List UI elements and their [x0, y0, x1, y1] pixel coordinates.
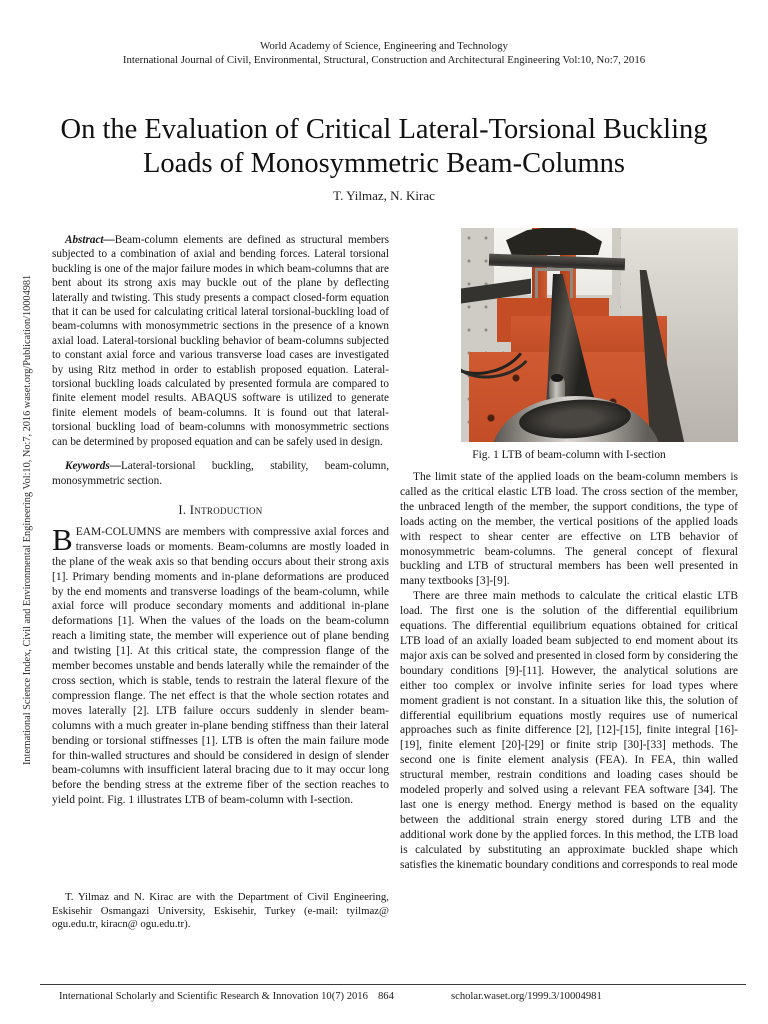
abstract-text: Beam-column elements are defined as structural members subjected to a combination of axial and bending forces. Lateral torsional buckling is one of the major failure modes in which beam-columns that are bent about its strong axis may buckle out of the plane by deflecting laterally and twisting. This study presents a compact closed-form equation that it can be used for calculating critical lateral torsional-buckling load of beam-columns with monosymmetric sections in the presence of a known axial load. Lateral-torsional buckling behavior of beam-columns subjected to constant axial force and various transverse load cases are investigated by using Ritz method in order to establish proposed equation. Lateral-torsional buckling loads calculated by presented formula are compared to finite element model results. ABAQUS software is utilized to generate finite element models of beam-columns. It is found out that lateral-torsional buckling load of beam-columns with monosymmetric sections can be determined by proposed equation and can be safely used in design. — [52, 234, 389, 448]
photo-small-cylinder-hole — [551, 374, 563, 382]
intro-lead: EAM-COLUMNS — [75, 525, 162, 538]
abstract-label: Abstract— — [65, 234, 115, 246]
sidebar-vertical-index-text: International Science Index, Civil and Environmental Engineering Vol:10, No:7, 2016 waset.org/Publication/10004981 — [22, 274, 33, 766]
section-heading-introduction: I. Introduction — [178, 502, 263, 517]
journal-header-line1: World Academy of Science, Engineering and Technology — [260, 40, 508, 52]
body-paragraph-three-methods: There are three main methods to calculate the critical elastic LTB load. The first one is the solution of the differential equilibrium equations. The differential equilibrium equations obtained for critical LTB load of an axially loaded beam subjected to end moment about its major axis can be solved and presented in closed form by considering the boundary conditions [9]-[11]. However, the analytical solutions are either too complex or involve infinite series for load types where moment gradient is not constant. In a situation like this, the solution of differential equilibrium equations mostly requires use of numerical approaches such as finite difference [2], [12]-[15], finite integral [16]-[19], finite element [20]-[29] or finite strip [30]-[33] methods. The second one is finite element analysis (FEA). In FEA, thin walled structural member, restrain conditions and loading cases should be modeled properly and solved using a relevant FEA software [34]. The last one is energy method. Energy method is based on the equality between the additional strain energy stored during LTB and the additional work done by the applied forces. In this method, the LTB load is calculated by substituting an approximate buckled shape which satisfies the kinematic boundary conditions and corresponds to real mode — [400, 590, 738, 871]
body-paragraph-limit-state: The limit state of the applied loads on the beam-column members is called as the critical elastic LTB load. The cross section of the member, the unbraced length of the member, the support conditions, the type of loads acting on the member, the vertical positions of the applied loads with respect to shear center are effective on LTB behavior of monosymmetric beam-columns. The general concept of flexural buckling and LTB of structural members has been well presented in many textbooks [3]-[9]. — [400, 471, 738, 588]
figure-1-photo — [461, 228, 738, 442]
keywords-paragraph — [52, 459, 389, 488]
keywords-text: Lateral-torsional buckling, stability, beam-column, monosymmetric section. — [52, 460, 389, 487]
paper-title: On the Evaluation of Critical Lateral-Torsional Buckling Loads of Monosymmetric Beam-Columns — [60, 114, 708, 179]
footer-doi-url: scholar.waset.org/1999.3/10004981 — [451, 991, 602, 1002]
footer-divider — [40, 984, 746, 985]
left-column — [52, 233, 389, 808]
intro-text: are members with compressive axial forces and transverse loads or moments. Beam-columns are mostly loaded in the plane of the weak axis so that bending occurs about their strong axis [1]. Primary bending moments and in-plane deformations are produced by the end moments and transverse loadings of the beam-column, while axial force will produce secondary moments and additional in-plane deformations [1]. When the values of the loads on the beam-column reach a limiting state, the member will experience out of plane bending and twisting [1]. At this critical state, the compression flange of the member becomes unstable and bends laterally while the remainder of the cross section, which is stable, tends to restrain the lateral flexure of the compression flange. The net effect is that the whole section rotates and moves laterally [2]. LTB failure occurs suddenly in slender beam-columns with a much greater in-plane bending stiffness than their lateral bending or torsional stiffnesses [1]. LTB is often the main failure mode for thin-walled structures and should be considered in design of slender beam-columns with insufficient lateral bracing due to it may occur long before the bending stress at the extreme fiber of the section reaches to yield point. Fig. 1 illustrates LTB of beam-column with I-section. — [52, 525, 389, 807]
journal-header — [0, 40, 768, 67]
author-affiliation-footnote: T. Yilmaz and N. Kirac are with the Department of Civil Engineering, Eskisehir Osmangazi University, Eskisehir, Turkey (e-mail: tyilmaz@ ogu.edu.tr, kiracn@ ogu.edu.tr). — [52, 891, 389, 931]
figure-1-caption: Fig. 1 LTB of beam-column with I-section — [472, 449, 666, 461]
abstract-paragraph — [52, 233, 389, 449]
right-column — [400, 228, 738, 872]
footer-page-number: 864 — [378, 991, 394, 1002]
journal-header-line2: International Journal of Civil, Environmental, Structural, Construction and Architectural Engineering Vol:10, No:7, 2016 — [122, 53, 646, 66]
paper-authors: T. Yilmaz, N. Kirac — [333, 188, 435, 203]
footer-journal-info: International Scholarly and Scientific Research & Innovation 10(7) 2016 — [59, 991, 368, 1002]
intro-paragraph — [52, 521, 389, 808]
intro-dropcap: B — [52, 521, 73, 557]
keywords-label: Keywords— — [65, 460, 121, 473]
